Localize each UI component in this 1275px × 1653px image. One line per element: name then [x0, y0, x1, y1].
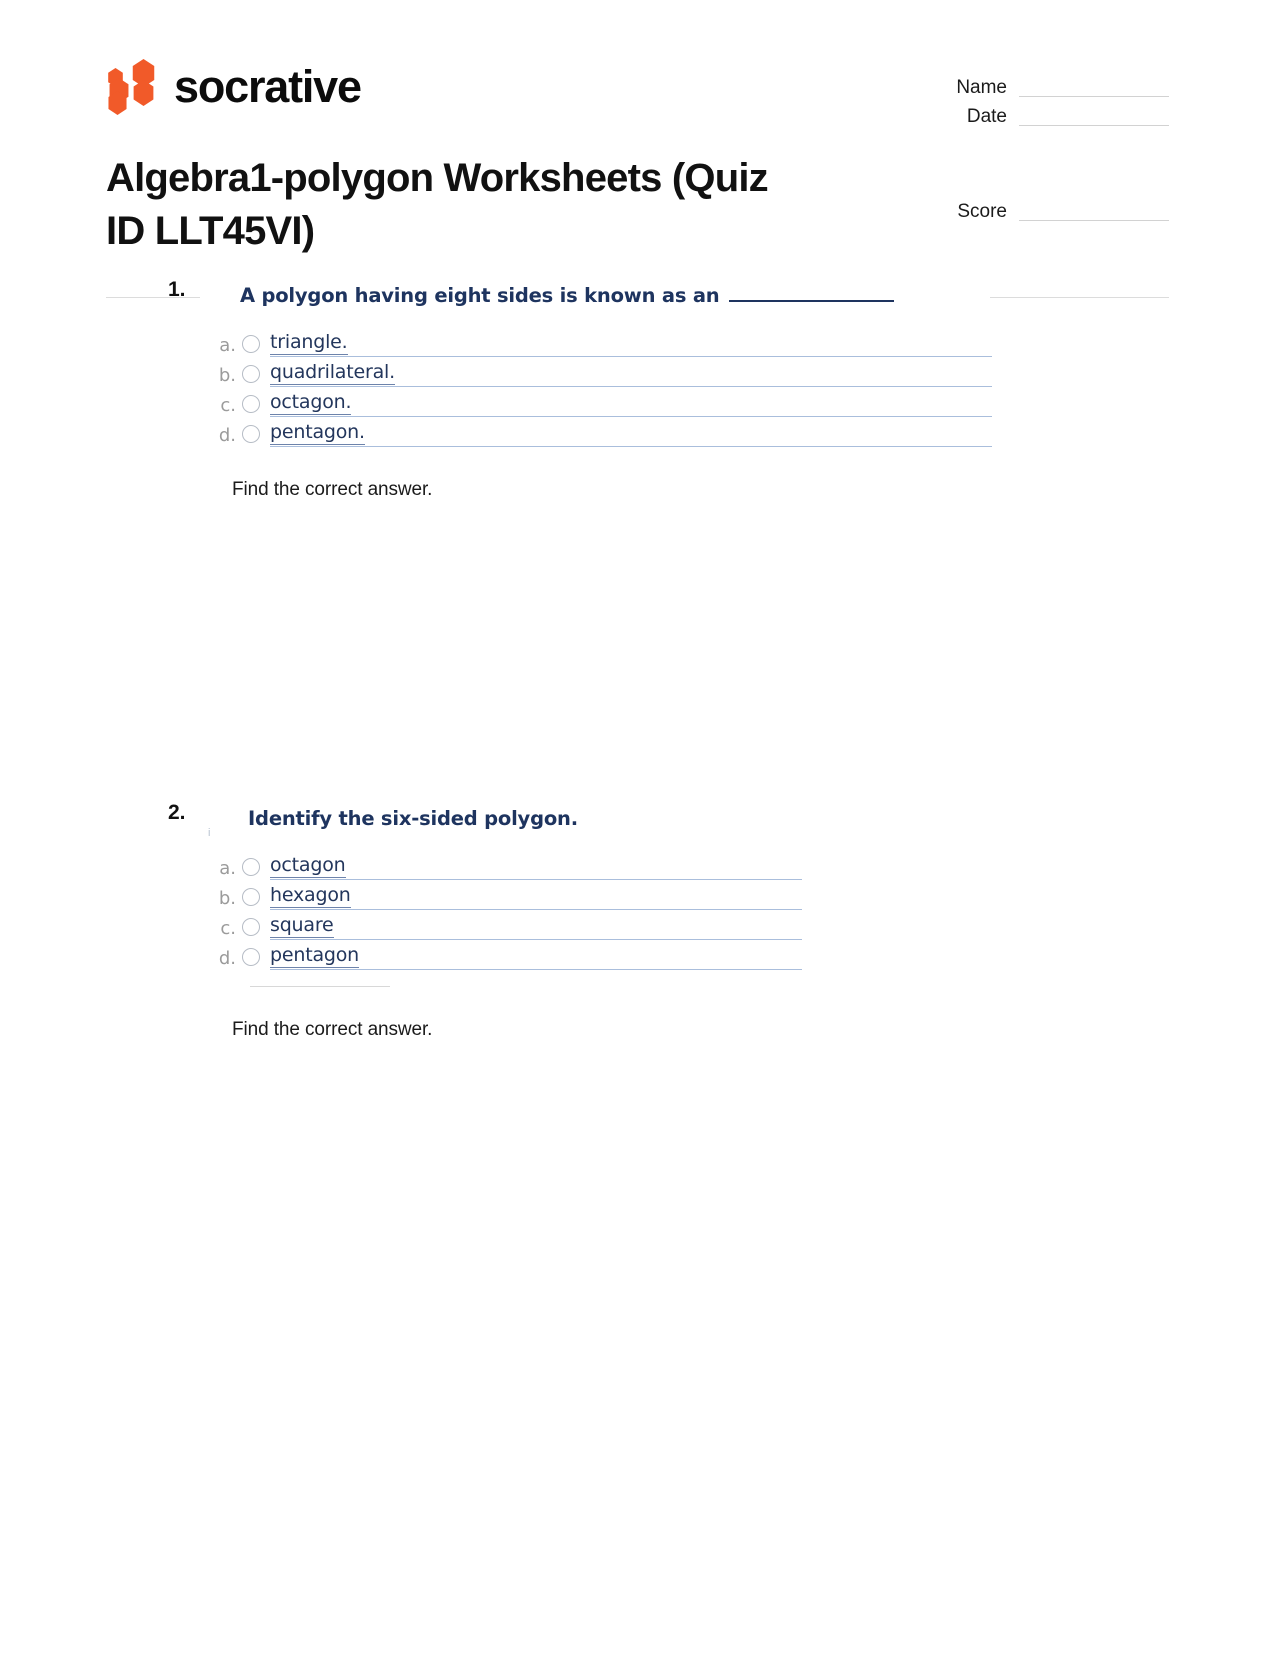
- option-underline: [270, 391, 992, 417]
- question-image: [200, 278, 990, 451]
- date-field-line[interactable]: [1019, 103, 1169, 126]
- scan-footer-line: [250, 986, 390, 987]
- option-radio-d[interactable]: [242, 425, 260, 443]
- option-radio-b[interactable]: [242, 365, 260, 383]
- option-label: triangle.: [270, 331, 348, 353]
- option-row-d[interactable]: [212, 940, 802, 970]
- option-radio-c[interactable]: [242, 918, 260, 936]
- option-row-c[interactable]: [212, 387, 992, 417]
- question-body: [200, 801, 800, 1041]
- option-underline: [270, 854, 802, 880]
- scan-artifact: i: [208, 827, 211, 839]
- option-radio-c[interactable]: [242, 395, 260, 413]
- question-instruction: Find the correct answer.: [232, 479, 433, 500]
- options-list: [200, 327, 992, 447]
- date-field-label: Date: [966, 106, 1007, 127]
- name-field-label: Name: [956, 77, 1007, 98]
- option-letter: b.: [218, 364, 236, 386]
- question-item: [106, 278, 1169, 501]
- name-field-line[interactable]: [1019, 74, 1169, 97]
- name-field-row: [919, 68, 1169, 97]
- option-underline: [270, 331, 992, 357]
- option-label: pentagon: [270, 944, 360, 966]
- score-field-label: Score: [957, 201, 1007, 222]
- student-info-fields: [919, 68, 1169, 221]
- option-radio-a[interactable]: [242, 335, 260, 353]
- option-row-b[interactable]: [212, 357, 992, 387]
- question-body: [200, 278, 990, 501]
- options-list: [200, 850, 802, 970]
- option-radio-d[interactable]: [242, 948, 260, 966]
- option-letter: b.: [218, 887, 236, 909]
- question-number: 1.: [168, 278, 186, 301]
- option-letter: a.: [219, 857, 236, 879]
- question-instruction: Find the correct answer.: [232, 1019, 433, 1040]
- score-field-line[interactable]: [1019, 198, 1169, 221]
- page-title: Algebra1-polygon Worksheets (Quiz ID LLT45VI): [106, 156, 768, 254]
- option-radio-a[interactable]: [242, 858, 260, 876]
- question-item: [106, 801, 1169, 1041]
- question-stem-row: [200, 807, 800, 830]
- socrative-logo: [106, 58, 361, 114]
- option-row-c[interactable]: [212, 910, 802, 940]
- option-letter: c.: [220, 917, 236, 939]
- option-underline: [270, 944, 802, 970]
- question-stem-row: [200, 284, 990, 307]
- answer-blank-line[interactable]: [729, 288, 894, 302]
- question-image: [200, 801, 800, 991]
- score-field-row: [919, 192, 1169, 221]
- option-label: hexagon: [270, 884, 351, 906]
- option-row-d[interactable]: [212, 417, 992, 447]
- option-letter: c.: [220, 394, 236, 416]
- socrative-hexagons-logo-icon: [106, 58, 158, 114]
- date-field-row: [919, 97, 1169, 126]
- question-stem-text: Identify the six-sided polygon.: [248, 807, 578, 830]
- option-letter: d.: [218, 424, 236, 446]
- option-row-a[interactable]: [212, 850, 802, 880]
- option-row-b[interactable]: [212, 880, 802, 910]
- questions-list: [106, 240, 1169, 1041]
- brand-wordmark: socrative: [174, 60, 361, 112]
- option-underline: [270, 914, 802, 940]
- option-row-a[interactable]: [212, 327, 992, 357]
- option-label: octagon: [270, 854, 346, 876]
- option-radio-b[interactable]: [242, 888, 260, 906]
- question-spacer: [106, 501, 1169, 801]
- question-number: 2.: [168, 801, 186, 824]
- page-header: [106, 0, 1169, 254]
- option-label: quadrilateral.: [270, 361, 395, 383]
- option-letter: a.: [219, 334, 236, 356]
- hexagon-shape: [132, 80, 155, 106]
- question-stem-text: A polygon having eight sides is known as an: [240, 284, 720, 307]
- option-label: octagon.: [270, 391, 352, 413]
- option-label: square: [270, 914, 334, 936]
- option-letter: d.: [218, 947, 236, 969]
- option-underline: [270, 361, 992, 387]
- option-label: pentagon.: [270, 421, 365, 443]
- option-underline: [270, 884, 802, 910]
- option-underline: [270, 421, 992, 447]
